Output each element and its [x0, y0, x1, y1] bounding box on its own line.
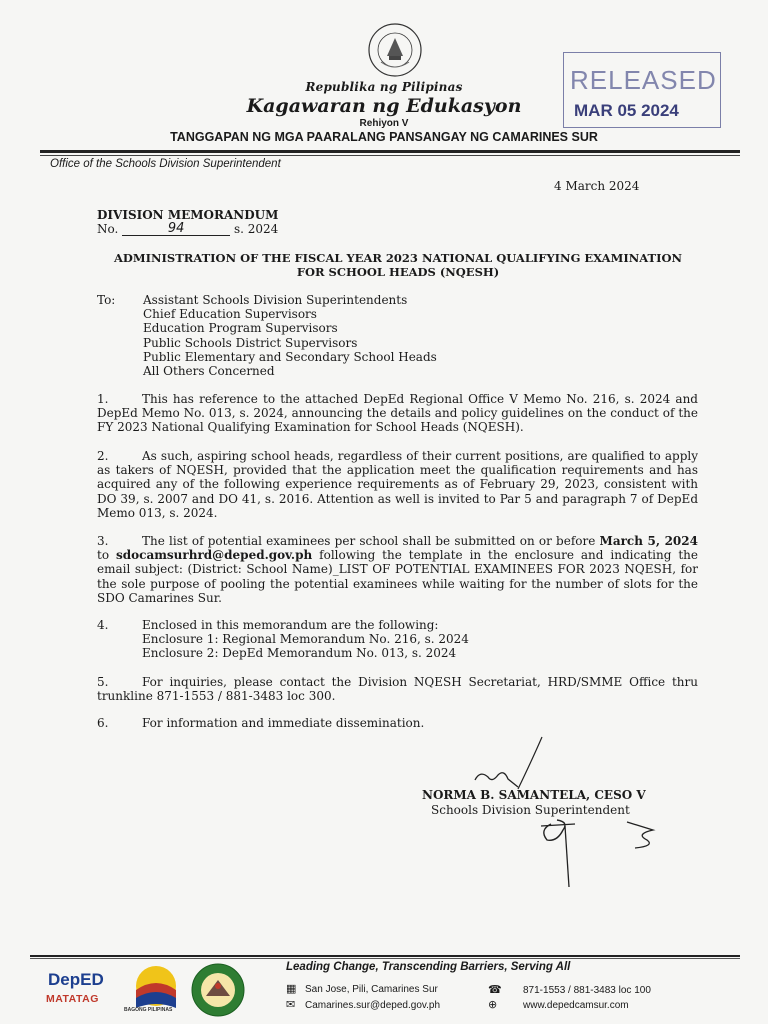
region-heading: Rehiyon V — [359, 118, 409, 129]
submission-email[interactable]: sdocamsurhrd@deped.gov.ph — [115, 548, 313, 563]
bagong-pilipinas-label: BAGONG PILIPINAS — [124, 1007, 173, 1013]
paragraph-text: As such, aspiring school heads, regardless of their current positions, are qualified to apply as takers of NQESH, provided that the application meet the qualification requirements and has acquired any of the following experience requirements as of February 29, 2023, consistent with DO 39, s. 2007 and DO 41, s. 2016. Attention as well is invited to Par 5 and paragraph 7 of DepEd Memo 013, s. 2024. — [97, 449, 698, 520]
footer-tagline: Leading Change, Transcending Barriers, Serving All — [286, 961, 571, 973]
paragraph-text: The list of potential examinees per school shall be submitted on or before — [142, 534, 600, 548]
office-line: Office of the Schools Division Superintendent — [50, 158, 281, 170]
footer-divider-thin — [30, 958, 740, 959]
footer-website[interactable]: www.depedcamsur.com — [523, 1000, 629, 1011]
deadline-date: March 5, 2024 — [599, 534, 698, 548]
recipient-item: Chief Education Supervisors — [143, 307, 317, 322]
deped-logo: DepED — [48, 970, 104, 989]
signatory-name: NORMA B. SAMANTELA, CESO V — [422, 788, 646, 802]
memo-number-value: 94 — [122, 224, 230, 236]
recipient-item: Public Schools District Supervisors — [143, 335, 358, 350]
header-divider — [40, 150, 740, 153]
paragraph-text: to — [97, 548, 116, 563]
stamp-date: MAR 05 2024 — [574, 101, 679, 120]
signature-mark — [470, 735, 570, 795]
memo-series: s. 2024 — [233, 222, 279, 236]
paragraph-number: 5. — [97, 675, 109, 689]
paragraph-number: 1. — [97, 392, 109, 406]
paragraph-text: This has reference to the attached DepEd Regional Office V Memo No. 216, s. 2024 and DepEd Memo No. 013, s. 2024, announcing the details and policy guidelines on the conduct of the FY 2023 National Qualifying Examination for School Heads (NQESH). — [97, 392, 698, 435]
paragraph-text: For information and immediate dissemination. — [142, 716, 425, 730]
recipient-item: Education Program Supervisors — [143, 321, 338, 336]
paragraph-number: 3. — [97, 534, 109, 548]
paragraph-4 — [97, 618, 698, 661]
location-icon: ▦ — [286, 982, 297, 995]
recipient-item: Assistant Schools Division Superintendents — [143, 293, 408, 307]
paragraph-number: 2. — [97, 449, 109, 463]
matatag-logo: MATATAG — [46, 993, 99, 1005]
paragraph-1 — [97, 392, 698, 435]
footer-phone: 871-1553 / 881-3483 loc 100 — [523, 985, 651, 996]
enclosure-item: Enclosure 2: DepEd Memorandum No. 013, s. 2024 — [142, 646, 457, 661]
released-stamp — [563, 52, 721, 128]
paragraph-text: For inquiries, please contact the Division NQESH Secretariat, HRD/SMME Office thru trunkline 871-1553 / 881-3483 loc 300. — [97, 675, 698, 704]
memo-number-label: No. — [97, 222, 119, 236]
memo-title: DIVISION MEMORANDUM — [97, 208, 279, 222]
memo-date: 4 March 2024 — [554, 179, 640, 193]
recipient-item: All Others Concerned — [143, 364, 275, 379]
sdo-camarines-sur-logo-icon — [190, 962, 246, 1018]
stamp-title: RELEASED — [570, 65, 717, 95]
republic-heading: Republika ng Pilipinas — [305, 80, 463, 94]
paragraph-3 — [97, 534, 698, 605]
footer-address: San Jose, Pili, Camarines Sur — [305, 984, 438, 995]
to-label: To: — [97, 293, 116, 307]
paragraph-6 — [97, 716, 698, 730]
recipient-item: Public Elementary and Secondary School Heads — [143, 349, 437, 364]
memo-subject: ADMINISTRATION OF THE FISCAL YEAR 2023 NATIONAL QUALIFYING EXAMINATION FOR SCHOOL HEADS (NQESH) — [114, 251, 682, 279]
mail-icon: ✉ — [286, 998, 296, 1011]
paragraph-5 — [97, 675, 698, 703]
recipient-list — [143, 293, 437, 378]
handwritten-initials — [535, 812, 675, 892]
deped-seal-icon — [359, 22, 431, 78]
footer-email[interactable]: Camarines.sur@deped.gov.ph — [305, 1000, 441, 1011]
header-divider-thin — [40, 155, 740, 156]
paragraph-text: following the template in the enclosure and indicating the email subject: (District: School Name)_LIST OF POTENTIAL EXAMINEES FOR 2023 NQESH, for the sole purpose of pooling the potential examinees while waiting for the number of slots for the SDO Camarines Sur. — [97, 548, 698, 605]
enclosure-item: Enclosure 1: Regional Memorandum No. 216, s. 2024 — [142, 632, 469, 647]
paragraph-text: Enclosed in this memorandum are the following: — [142, 618, 439, 632]
office-heading: TANGGAPAN NG MGA PAARALANG PANSANGAY NG CAMARINES SUR — [170, 130, 598, 144]
globe-icon: ⊕ — [488, 998, 498, 1011]
paragraph-number: 4. — [97, 618, 109, 632]
department-heading: Kagawaran ng Edukasyon — [246, 95, 522, 117]
paragraph-number: 6. — [97, 716, 109, 730]
footer-divider — [30, 955, 740, 957]
memo-number — [97, 222, 278, 236]
signatory-title: Schools Division Superintendent — [431, 803, 630, 817]
paragraph-2 — [97, 449, 698, 520]
phone-icon: ☎ — [488, 983, 502, 996]
